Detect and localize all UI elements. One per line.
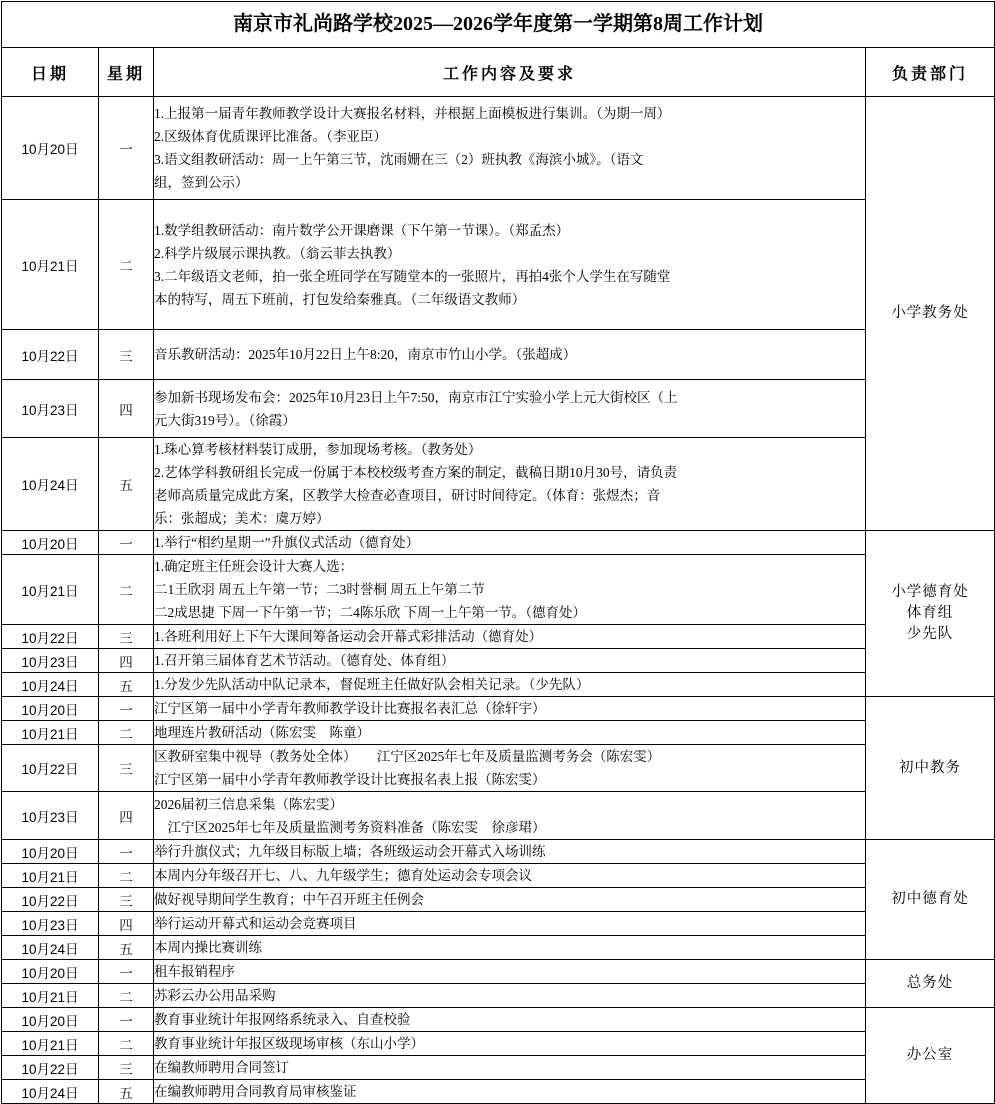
cell-date: 10月22日	[2, 625, 99, 649]
cell-date: 10月23日	[2, 380, 99, 438]
table-row	[2, 745, 995, 792]
table-row	[2, 792, 995, 840]
cell-weekday: 一	[99, 960, 154, 984]
cell-content	[154, 625, 866, 649]
content-line: 1.召开第三届体育艺术节活动。（德育处、体育组）	[154, 653, 455, 668]
table-row	[2, 673, 995, 697]
table-row	[2, 912, 995, 936]
table-row	[2, 531, 995, 555]
cell-weekday: 二	[99, 984, 154, 1008]
content-line: 举行运动开幕式和运动会竞赛项目	[154, 916, 357, 931]
cell-department	[866, 960, 995, 1008]
content-line: 2.艺体学科教研组长完成一份属于本校校级考查方案的制定，截稿日期10月30号，请负责	[154, 465, 678, 480]
table-row	[2, 380, 995, 438]
cell-content	[154, 1080, 866, 1104]
cell-date: 10月21日	[2, 1032, 99, 1056]
cell-date: 10月23日	[2, 912, 99, 936]
cell-weekday: 四	[99, 380, 154, 438]
cell-content	[154, 745, 866, 792]
department-line: 体育组	[906, 605, 954, 621]
cell-date: 10月20日	[2, 531, 99, 555]
table-row	[2, 1080, 995, 1104]
content-line: 在编教师聘用合同教育局审核鉴证	[154, 1084, 357, 1099]
cell-date: 10月20日	[2, 97, 99, 200]
cell-date: 10月24日	[2, 1080, 99, 1104]
cell-weekday: 一	[99, 697, 154, 721]
cell-content	[154, 888, 866, 912]
table-row	[2, 984, 995, 1008]
cell-content	[154, 1008, 866, 1032]
cell-content	[154, 864, 866, 888]
cell-weekday: 三	[99, 1056, 154, 1080]
cell-date: 10月20日	[2, 960, 99, 984]
content-line: 1.数学组教研活动：南片数学公开课磨课（下午第一节课）。（郑孟杰）	[154, 222, 570, 238]
table-row	[2, 200, 995, 330]
cell-weekday: 二	[99, 555, 154, 625]
content-line: 在编教师聘用合同签订	[154, 1060, 289, 1075]
cell-weekday: 四	[99, 792, 154, 840]
cell-date: 10月22日	[2, 888, 99, 912]
content-line: 教育事业统计年报网络系统录入、自查校验	[154, 1012, 411, 1027]
cell-content	[154, 555, 866, 625]
cell-content	[154, 792, 866, 840]
cell-date: 10月22日	[2, 1056, 99, 1080]
content-line: 1.珠心算考核材料装订成册，参加现场考核。（教务处）	[154, 442, 482, 457]
cell-weekday: 四	[99, 649, 154, 673]
cell-date: 10月20日	[2, 1008, 99, 1032]
department-line: 初中德育处	[891, 891, 969, 907]
table-row	[2, 960, 995, 984]
cell-content	[154, 1056, 866, 1080]
cell-content	[154, 97, 866, 200]
cell-weekday: 三	[99, 330, 154, 380]
cell-date: 10月24日	[2, 936, 99, 960]
content-line: 本周内分年级召开七、八、九年级学生；德育处运动会专项会议	[154, 868, 532, 883]
column-header-department: 负责部门	[866, 48, 995, 97]
cell-weekday: 三	[99, 745, 154, 792]
cell-date: 10月21日	[2, 984, 99, 1008]
table-row	[2, 936, 995, 960]
column-header-weekday: 星期	[99, 48, 154, 97]
cell-department	[866, 97, 995, 531]
cell-date: 10月23日	[2, 792, 99, 840]
content-line: 举行升旗仪式；九年级目标版上墙；各班级运动会开幕式入场训练	[154, 844, 546, 859]
cell-weekday: 二	[99, 864, 154, 888]
table-row	[2, 649, 995, 673]
cell-date: 10月24日	[2, 673, 99, 697]
content-line: 江宁区第一届中小学青年教师教学设计比赛报名表上报（陈宏雯）	[154, 772, 546, 787]
table-row	[2, 97, 995, 200]
cell-weekday: 五	[99, 438, 154, 531]
cell-content	[154, 438, 866, 531]
table-row	[2, 864, 995, 888]
column-header-content: 工作内容及要求	[154, 48, 866, 97]
cell-content	[154, 200, 866, 330]
content-line: 1.各班利用好上下午大课间筹备运动会开幕式彩排活动（德育处）	[154, 629, 543, 644]
cell-department	[866, 840, 995, 960]
content-line: 音乐教研活动：2025年10月22日上午8:20，南京市竹山小学。（张超成）	[154, 347, 577, 362]
cell-content	[154, 936, 866, 960]
department-line: 小学教务处	[891, 305, 969, 321]
table-row	[2, 697, 995, 721]
cell-date: 10月21日	[2, 200, 99, 330]
content-line: 二2成思捷 下周一下午第一节；二4陈乐欣 下周一上午第一节。（德育处）	[154, 605, 586, 620]
cell-department	[866, 531, 995, 697]
table-row	[2, 555, 995, 625]
table-row	[2, 840, 995, 864]
cell-weekday: 四	[99, 912, 154, 936]
cell-weekday: 二	[99, 1032, 154, 1056]
content-line: 2.区级体育优质课评比准备。（李亚臣）	[154, 129, 387, 144]
table-row	[2, 1032, 995, 1056]
table-row	[2, 1056, 995, 1080]
cell-content	[154, 1032, 866, 1056]
cell-date: 10月22日	[2, 745, 99, 792]
cell-date: 10月21日	[2, 864, 99, 888]
column-header-date: 日期	[2, 48, 99, 97]
content-line: 3.语文组教研活动：周一上午第三节，沈雨姗在三（2）班执教《海滨小城》。（语文	[154, 152, 644, 167]
cell-date: 10月22日	[2, 330, 99, 380]
page-title: 南京市礼尚路学校2025—2026学年度第一学期第8周工作计划	[2, 2, 995, 48]
cell-weekday: 一	[99, 531, 154, 555]
cell-date: 10月21日	[2, 721, 99, 745]
cell-date: 10月24日	[2, 438, 99, 531]
cell-content	[154, 330, 866, 380]
cell-weekday: 一	[99, 840, 154, 864]
content-line: 1.分发少先队活动中队记录本，督促班主任做好队会相关记录。（少先队）	[154, 677, 590, 692]
table-row	[2, 721, 995, 745]
content-line: 1.确定班主任班会设计大赛人选：	[154, 559, 354, 574]
content-line: 区教研室集中视导（教务处全体） 江宁区2025年七年及质量监测考务会（陈宏雯）	[154, 749, 661, 764]
cell-weekday: 五	[99, 1080, 154, 1104]
content-line: 参加新书现场发布会：2025年10月23日上午7:50，南京市江宁实验小学上元大街校区（上	[154, 389, 678, 405]
cell-content	[154, 380, 866, 438]
content-line: 二1王欣羽 周五上午第一节；二3时誉桐 周五上午第二节	[154, 582, 485, 597]
document-page	[0, 1, 995, 1101]
cell-department	[866, 1008, 995, 1104]
cell-date: 10月23日	[2, 649, 99, 673]
department-line: 总务处	[906, 975, 954, 991]
cell-weekday: 一	[99, 1008, 154, 1032]
cell-department	[866, 697, 995, 840]
content-line: 江宁区第一届中小学青年教师教学设计比赛报名表汇总（徐轩宇）	[154, 701, 546, 716]
cell-content	[154, 912, 866, 936]
cell-weekday: 五	[99, 936, 154, 960]
cell-date: 10月20日	[2, 697, 99, 721]
table-row	[2, 625, 995, 649]
content-line: 老师高质量完成此方案，区教学大检查必查项目，研讨时间待定。（体育：张煜杰；音	[154, 488, 661, 503]
cell-weekday: 二	[99, 721, 154, 745]
content-line: 教育事业统计年报区级现场审核（东山小学）	[154, 1036, 424, 1051]
table-row	[2, 1008, 995, 1032]
cell-content	[154, 649, 866, 673]
content-line: 组，签到公示）	[154, 175, 249, 190]
department-line: 办公室	[906, 1047, 954, 1063]
content-line: 3.二年级语文老师，拍一张全班同学在写随堂本的一张照片，再拍4张个人学生在写随堂	[154, 268, 671, 284]
cell-weekday: 二	[99, 200, 154, 330]
cell-content	[154, 697, 866, 721]
table-row	[2, 330, 995, 380]
table-row	[2, 888, 995, 912]
content-line: 地理连片教研活动（陈宏雯 陈童）	[154, 725, 370, 740]
content-line: 苏彩云办公用品采购	[154, 988, 276, 1003]
department-line: 小学德育处	[891, 584, 969, 600]
cell-weekday: 三	[99, 888, 154, 912]
content-line: 租车报销程序	[154, 964, 235, 979]
cell-content	[154, 673, 866, 697]
content-line: 本的特写，周五下班前，打包发给秦雅真。（二年级语文教师）	[154, 291, 526, 307]
content-line: 元大街319号）。（徐霞）	[154, 412, 296, 428]
cell-content	[154, 531, 866, 555]
department-line: 少先队	[906, 626, 954, 642]
cell-content	[154, 960, 866, 984]
cell-date: 10月20日	[2, 840, 99, 864]
content-line: 1.上报第一届青年教师教学设计大赛报名材料，并根据上面模板进行集训。（为期一周）	[154, 106, 671, 121]
content-line: 乐：张超成；美术：虞万婷）	[154, 511, 330, 526]
cell-content	[154, 721, 866, 745]
cell-content	[154, 840, 866, 864]
content-line: 江宁区2025年七年及质量监测考务资料准备（陈宏雯 徐彦珺）	[154, 819, 546, 835]
content-line: 2026届初三信息采集（陈宏雯）	[154, 796, 343, 812]
content-line: 1.举行“相约星期一”升旗仪式活动（德育处）	[154, 535, 420, 550]
weekly-work-plan-table	[1, 1, 995, 1104]
content-line: 本周内操比赛训练	[154, 940, 262, 955]
header-row	[2, 48, 995, 97]
cell-content	[154, 984, 866, 1008]
department-line: 初中教务	[899, 759, 961, 776]
cell-weekday: 三	[99, 625, 154, 649]
cell-weekday: 五	[99, 673, 154, 697]
content-line: 2.科学片级展示课执教。（翁云菲去执教）	[154, 245, 401, 261]
cell-date: 10月21日	[2, 555, 99, 625]
table-row	[2, 438, 995, 531]
title-row	[2, 2, 995, 48]
cell-weekday: 一	[99, 97, 154, 200]
content-line: 做好视导期间学生教育；中午召开班主任例会	[154, 892, 424, 907]
